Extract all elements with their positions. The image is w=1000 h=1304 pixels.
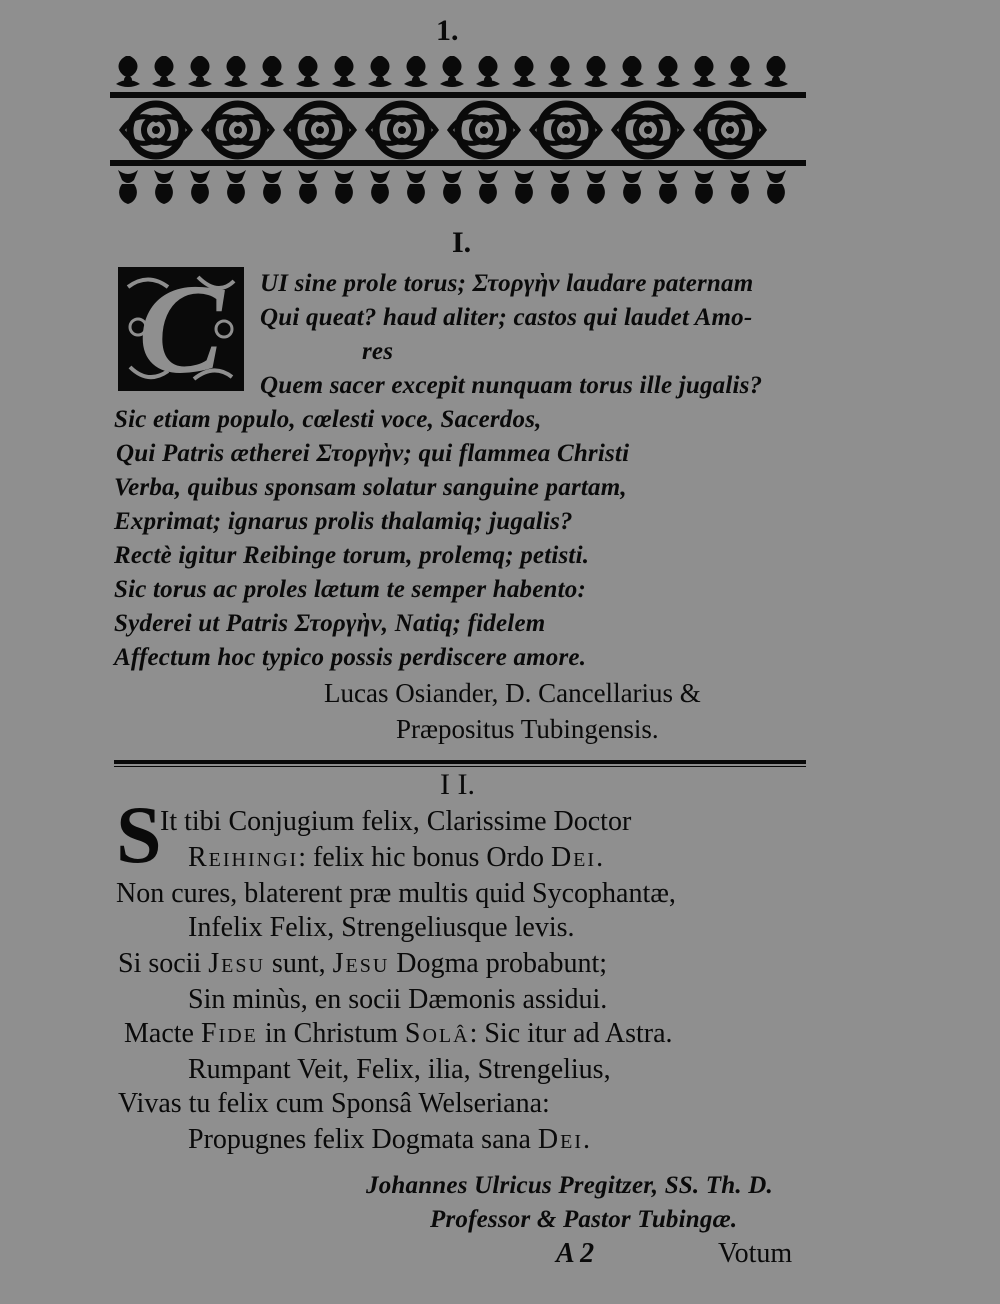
- author-title: Professor & Pastor Tubingæ.: [430, 1206, 738, 1233]
- text-fragment: : Sic itur ad Astra.: [469, 1018, 673, 1049]
- poem-line: Affectum hoc typico possis perdiscere amore.: [114, 644, 587, 671]
- poem-line: res: [362, 338, 394, 365]
- author-signature: Johannes Ulricus Pregitzer, SS. Th. D.: [366, 1172, 773, 1199]
- poem-line: Qui queat? haud aliter; castos qui laudet Amo-: [260, 304, 753, 331]
- poem-line: [124, 1018, 673, 1050]
- text-fragment: sunt,: [264, 948, 333, 979]
- text-fragment: Si socii: [118, 948, 209, 979]
- word-jesu: Jesu: [332, 948, 390, 979]
- text-fragment: Macte: [124, 1018, 201, 1049]
- poem-line: Sin minùs, en socii Dæmonis assidui.: [188, 984, 608, 1015]
- poem-line: Sic torus ac proles lætum te semper habento:: [114, 576, 587, 603]
- word-fide: Fide: [200, 1018, 258, 1049]
- initial-letter: C: [138, 258, 224, 400]
- text-fragment: Propugnes felix Dogmata sana: [188, 1124, 538, 1155]
- section-title-2: I I.: [440, 768, 475, 801]
- floral-band-ornament: [110, 52, 806, 212]
- text-fragment: in Christum: [257, 1018, 405, 1049]
- signature-mark: A 2: [556, 1238, 595, 1269]
- poem-line: UI sine prole torus; Στοργὴν laudare paternam: [260, 270, 754, 297]
- page-number: 1.: [436, 14, 459, 47]
- author-title: Præpositus Tubingensis.: [396, 714, 659, 744]
- author-signature: Lucas Osiander, D. Cancellarius &: [324, 678, 701, 708]
- poem-line: Verba, quibus sponsam solatur sanguine partam,: [114, 474, 627, 501]
- poem-line: Syderei ut Patris Στοργὴν, Natiq; fidelem: [114, 610, 546, 637]
- poem-line: Rumpant Veit, Felix, ilia, Strengelius,: [188, 1054, 611, 1085]
- word-dei: Dei: [537, 1124, 584, 1155]
- text-fragment: .: [596, 842, 604, 873]
- poem-line: Sic etiam populo, cœlesti voce, Sacerdos,: [114, 406, 542, 433]
- poem-line: Qui Patris ætherei Στοργὴν; qui flammea Christi: [116, 440, 630, 467]
- word-jesu: Jesu: [208, 948, 265, 979]
- poem-line: Quem sacer excepit nunquam torus ille jugalis?: [260, 372, 763, 399]
- text-fragment: : felix hic bonus Ordo: [298, 842, 551, 873]
- name-reihingi: Reihingi: [188, 842, 299, 873]
- catchword: Votum: [718, 1238, 793, 1269]
- poem-line: Non cures, blaterent præ multis quid Sycophantæ,: [116, 878, 676, 909]
- text-fragment: .: [583, 1124, 591, 1155]
- section-title-1: I.: [452, 226, 472, 259]
- poem-line: Infelix Felix, Strengeliusque levis.: [188, 912, 575, 943]
- word-dei: Dei: [550, 842, 597, 873]
- poem-line: Exprimat; ignarus prolis thalamiq; jugalis?: [114, 508, 573, 535]
- text-fragment: Dogma probabunt;: [389, 948, 608, 979]
- word-sola: Solâ: [404, 1018, 470, 1049]
- decorated-initial-c: [118, 258, 244, 400]
- poem-line: [118, 948, 607, 980]
- poem-line: Vivas tu felix cum Sponsâ Welseriana:: [118, 1088, 550, 1119]
- initial-letter-s: S: [116, 789, 162, 880]
- section-divider-thin: [114, 766, 806, 767]
- poem-line: Rectè igitur Reibinge torum, prolemq; petisti.: [114, 542, 590, 569]
- section-divider: [114, 760, 806, 764]
- poem-line: [188, 842, 603, 874]
- poem-line: [188, 1124, 590, 1156]
- poem-line: It tibi Conjugium felix, Clarissime Doctor: [160, 806, 632, 837]
